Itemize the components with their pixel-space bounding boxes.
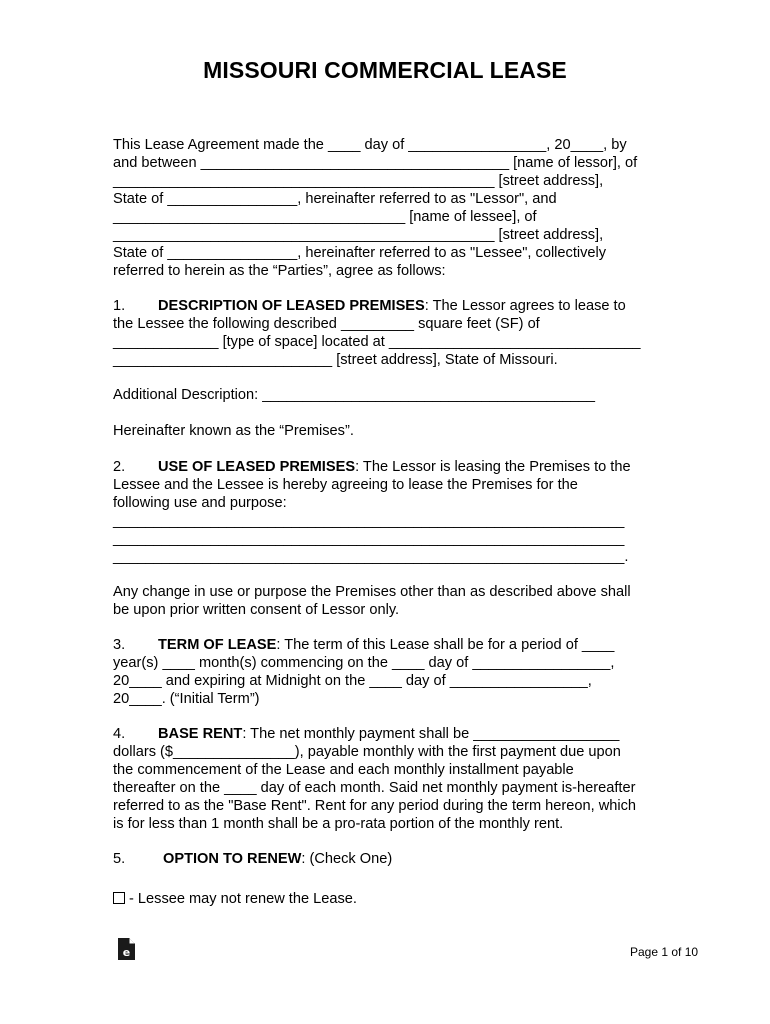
section-number: 1. [113, 298, 126, 314]
section-text: : The net monthly payment shall be __________________ [242, 726, 620, 742]
section-4-line: thereafter on the ____ day of each month. Said net monthly payment is-hereafter [113, 780, 636, 796]
intro-line: and between ______________________________________ [name of lessor], of [113, 155, 638, 171]
intro-line: State of ________________, hereinafter referred to as "Lessor", and [113, 191, 557, 207]
svg-text:e: e [122, 946, 131, 959]
renew-option-label: - Lessee may not renew the Lease. [129, 891, 357, 907]
intro-line: This Lease Agreement made the ____ day of _________________, 20____, by [113, 137, 627, 153]
section-4-line: the commencement of the Lease and each monthly installment payable [113, 762, 574, 778]
document-title: MISSOURI COMMERCIAL LEASE [203, 57, 567, 83]
section-3-line: 20____. (“Initial Term”) [113, 691, 260, 707]
section-number: 2. [113, 459, 126, 475]
section-heading: OPTION TO RENEW [163, 851, 302, 867]
section-number: 3. [113, 637, 126, 653]
intro-line: _______________________________________________ [street address], [113, 227, 604, 243]
section-2-line: following use and purpose: [113, 495, 287, 511]
section-3-heading-line [113, 636, 614, 654]
intro-line: _______________________________________________ [street address], [113, 173, 604, 189]
renew-option-row [113, 890, 357, 908]
additional-description: Additional Description: _________________________________________ [113, 387, 596, 403]
section-number: 5. [113, 851, 126, 867]
section-2-line: Lessee and the Lessee is hereby agreeing to lease the Premises for the [113, 477, 578, 493]
section-text: : (Check One) [301, 851, 393, 867]
intro-line: ____________________________________ [name of lessee], of [113, 209, 537, 225]
premises-note: Hereinafter known as the “Premises”. [113, 423, 354, 439]
section-5-heading-line [113, 850, 392, 868]
change-line: be upon prior written consent of Lessor only. [113, 602, 400, 618]
section-text: : The term of this Lease shall be for a period of ____ [276, 637, 615, 653]
section-2-blank-line: _______________________________________________________________ [113, 513, 625, 529]
renew-option-checkbox[interactable] [113, 892, 125, 904]
change-line: Any change in use or purpose the Premises other than as described above shall [113, 584, 631, 600]
section-1-line: the Lessee the following described _________ square feet (SF) of [113, 316, 540, 332]
section-text: : The Lessor is leasing the Premises to the [355, 459, 631, 475]
section-text: : The Lessor agrees to lease to [424, 298, 626, 314]
section-1-line: _____________ [type of space] located at _______________________________ [113, 334, 641, 350]
section-3-line: 20____ and expiring at Midnight on the ____ day of _________________, [113, 673, 592, 689]
section-number: 4. [113, 726, 126, 742]
section-heading: DESCRIPTION OF LEASED PREMISES [158, 298, 425, 314]
section-4-line: is for less than 1 month shall be a pro-rata portion of the monthly rent. [113, 816, 564, 832]
section-heading: BASE RENT [158, 726, 243, 742]
section-1-heading-line [113, 297, 626, 315]
section-1-line: ___________________________ [street address], State of Missouri. [113, 352, 558, 368]
section-2-heading-line [113, 458, 631, 476]
section-heading: TERM OF LEASE [158, 637, 277, 653]
section-2-blank-line: _______________________________________________________________ [113, 531, 625, 547]
section-heading: USE OF LEASED PREMISES [158, 459, 356, 475]
section-4-line: referred to as the "Base Rent". Rent for any period during the term hereon, which [113, 798, 637, 814]
section-4-heading-line [113, 725, 619, 743]
intro-line: State of ________________, hereinafter referred to as "Lessee", collectively [113, 245, 607, 261]
section-4-line: dollars ($_______________), payable monthly with the first payment due upon [113, 744, 621, 760]
section-2-blank-line: _______________________________________________________________. [113, 549, 629, 565]
eforms-logo-icon [118, 938, 135, 960]
intro-line: referred to herein as the “Parties”, agree as follows: [113, 263, 446, 279]
section-3-line: year(s) ____ month(s) commencing on the ____ day of _________________, [113, 655, 615, 671]
page-number: Page 1 of 10 [630, 945, 699, 959]
